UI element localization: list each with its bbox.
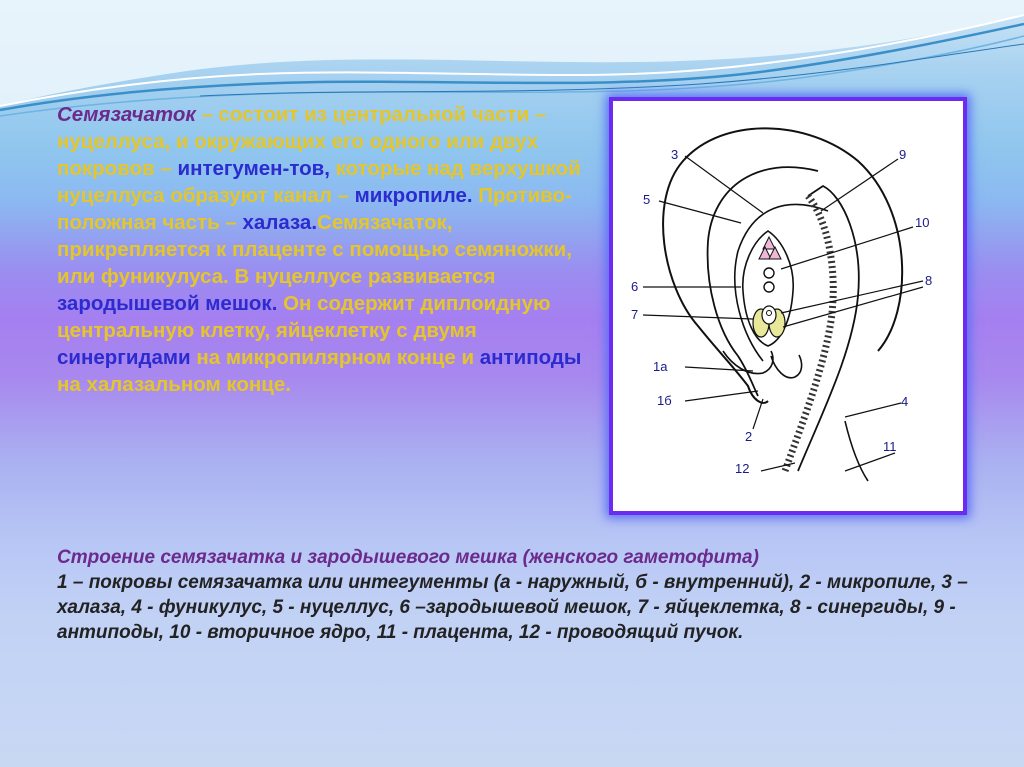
figure-caption bbox=[57, 545, 1007, 645]
secondary-nucleus bbox=[764, 282, 774, 292]
caption-title: Строение семязачатка и зародышевого мешка (женского гаметофита) bbox=[57, 547, 759, 568]
nucellus-line bbox=[735, 204, 828, 361]
text-segment: которые над верхушкой нуцеллуса образуют канал – bbox=[57, 157, 581, 207]
term-chalaza: халаза. bbox=[242, 211, 318, 234]
diagram-label-1a: 1а bbox=[653, 359, 668, 374]
diagram-label-10: 10 bbox=[915, 215, 930, 230]
diagram-label-5: 5 bbox=[643, 192, 651, 207]
diagram-label-8: 8 bbox=[925, 273, 933, 288]
text-segment: с двумя bbox=[396, 319, 477, 342]
diagram-label-6: 6 bbox=[631, 279, 639, 294]
diagram-label-9: 9 bbox=[899, 147, 907, 162]
text-segment: на халазальном конце. bbox=[57, 373, 291, 396]
outer-integument-line bbox=[663, 128, 902, 403]
text-segment: – состоит из центральной части – нуцеллуса, и окружающих его одного или двух покровов – bbox=[57, 103, 547, 180]
term-ovule: Семязачаток bbox=[57, 103, 196, 126]
caption-body: 1 – покровы семязачатка или интегументы (а - наружный, б - внутренний), 2 - микропиле, 3 – халаза, 4 - фуникулус, 5 - нуцеллус, 6 –зародышевой мешок, 7 - яйцеклетка, 8 - синергиды, 9 - антиподы, 10 - вторичное ядро, 11 - плацента, 12 - проводящий пучок. bbox=[57, 572, 968, 643]
diagram-label-7: 7 bbox=[631, 307, 639, 322]
diagram-label-11: 11 bbox=[883, 439, 897, 454]
ovule-diagram-frame bbox=[609, 97, 967, 515]
term-antipodes: антиподы bbox=[479, 346, 582, 369]
text-segment: Семязачаток, прикрепляется к плаценте с помощью семяножки, или фуникулуса. В нуцеллусе развивается bbox=[57, 211, 572, 288]
secondary-nucleus bbox=[764, 268, 774, 278]
text-segment: Он содержит диплоидную центральную клетку, яйцеклетку bbox=[57, 292, 551, 342]
funiculus-line bbox=[798, 186, 859, 471]
term-synergids: синергидами bbox=[57, 346, 191, 369]
diagram-label-4: 4 bbox=[901, 394, 909, 409]
integument-lobe bbox=[771, 355, 802, 378]
placenta-line bbox=[845, 421, 868, 481]
text-segment: Противо-положная часть – bbox=[57, 184, 572, 234]
diagram-label-2: 2 bbox=[745, 429, 753, 444]
description-paragraph bbox=[57, 101, 587, 398]
term-micropyle: микропиле. bbox=[354, 184, 473, 207]
diagram-label-3: 3 bbox=[671, 147, 679, 162]
term-integuments: интегумен-тов, bbox=[177, 157, 330, 180]
vascular-bundle bbox=[785, 196, 833, 471]
text-segment: на микропилярном конце и bbox=[190, 346, 480, 369]
term-embryo-sac: зародышевой мешок. bbox=[57, 292, 278, 315]
diagram-label-1b: 1б bbox=[657, 393, 672, 408]
ovule-diagram bbox=[613, 101, 963, 511]
diagram-label-12: 12 bbox=[735, 461, 750, 476]
